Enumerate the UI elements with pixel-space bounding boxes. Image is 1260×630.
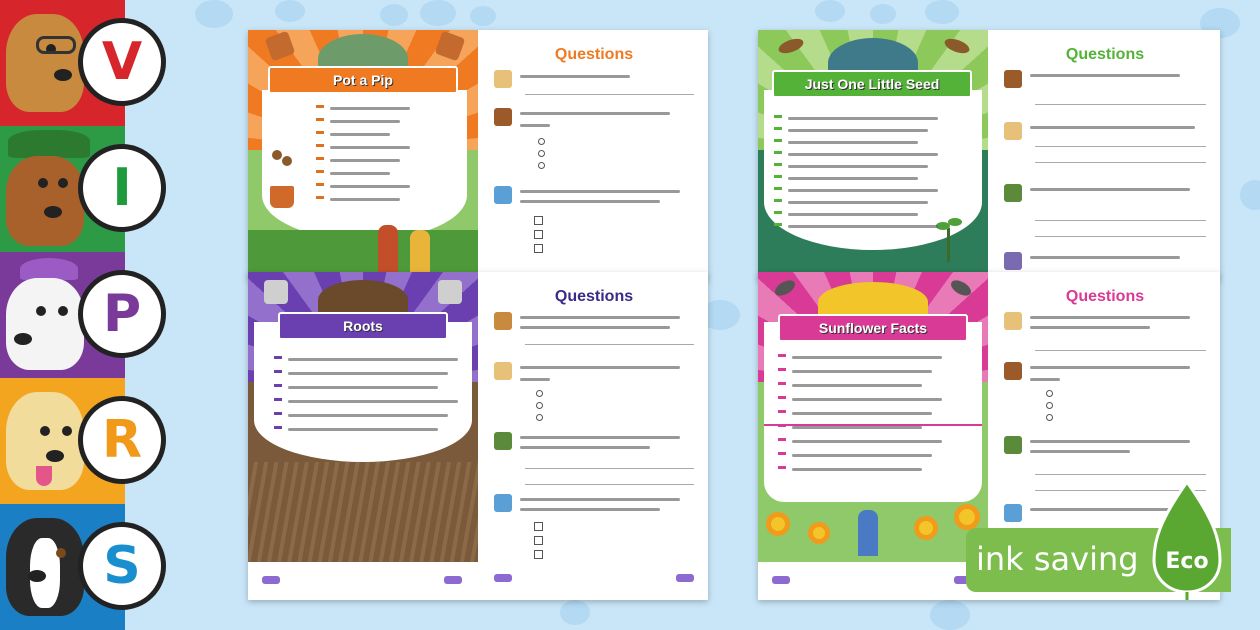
root-vegetable-icon [438,280,462,304]
story-text-line [788,177,918,180]
question-text [1030,440,1190,443]
potted-flower-icon [268,150,294,210]
title-banner: Sunflower Facts [778,314,968,342]
story-text-line [788,129,928,132]
question-character-icon [494,362,512,380]
line-number [778,382,786,385]
question-text [520,75,630,78]
question-text [520,498,680,501]
line-number [778,354,786,357]
line-number [778,438,786,441]
worksheet-pot-a-pip [248,30,708,280]
story-text-line [330,172,390,175]
story-text-line [288,386,438,389]
story-text-line [330,107,410,110]
answer-line [1035,220,1206,221]
answer-line [525,94,694,95]
answer-checkbox[interactable] [534,230,543,239]
bloodhound-dog-icon [6,156,84,246]
question-character-icon [494,108,512,126]
story-text-line [288,428,438,431]
question-character-icon [1004,362,1022,380]
story-text-line [788,165,928,168]
question-text [520,200,660,203]
story-text-line [792,356,942,359]
child-figure [858,510,878,556]
line-number [774,151,782,154]
line-number [274,370,282,373]
line-number [778,396,786,399]
answer-radio[interactable] [538,150,545,157]
question-text [520,190,680,193]
question-text [520,508,660,511]
story-text-line [288,358,458,361]
line-number [774,223,782,226]
story-text-line [788,117,938,120]
answer-checkbox[interactable] [534,244,543,253]
publisher-logo [494,574,512,582]
story-text-line [792,468,922,471]
story-text-line [792,426,922,429]
question-character-icon [1004,122,1022,140]
page-footer [248,562,478,600]
answer-checkbox[interactable] [534,536,543,545]
question-text [1030,326,1150,329]
answer-line [1035,236,1206,237]
question-text [1030,316,1190,319]
line-number [774,127,782,130]
story-text-line [788,201,928,204]
question-character-icon [1004,252,1022,270]
line-number [316,118,324,121]
story-text-line [330,159,400,162]
line-number [316,105,324,108]
answer-line [525,484,694,485]
question-text [1030,126,1195,129]
soil-roots [248,462,478,562]
line-number [316,144,324,147]
story-text-line [288,372,448,375]
line-number [274,384,282,387]
answer-line [1035,162,1206,163]
line-number [774,115,782,118]
root-vegetable-icon [264,280,288,304]
question-text [1030,450,1130,453]
line-number [778,368,786,371]
answer-radio[interactable] [1046,390,1053,397]
story-text-line [788,225,938,228]
answer-line [1035,474,1206,475]
line-number [774,199,782,202]
answer-line [525,468,694,469]
story-text-line [788,141,918,144]
question-text [520,316,680,319]
question-character-icon [494,494,512,512]
question-text [1030,188,1190,191]
story-text-line [792,440,942,443]
eco-tag: Eco [1165,549,1209,574]
questions-heading: Questions [554,46,634,63]
question-character-icon [1004,184,1022,202]
story-text-line [792,384,922,387]
line-number [774,175,782,178]
question-character-icon [494,70,512,88]
story-text-line [792,412,932,415]
questions-heading: Questions [1065,46,1145,63]
terrier-dog-icon [6,14,84,112]
child-figure [378,225,398,275]
question-text [520,436,680,439]
answer-checkbox[interactable] [534,550,543,559]
story-text-line [330,198,400,201]
title-banner: Just One Little Seed [772,70,972,98]
line-number [274,426,282,429]
page-footer [758,562,988,600]
answer-radio[interactable] [538,162,545,169]
question-text [1030,378,1060,381]
question-text [520,446,650,449]
question-text [520,112,670,115]
story-page [248,30,478,280]
line-number [316,131,324,134]
answer-radio[interactable] [1046,414,1053,421]
line-number [774,139,782,142]
sapling-icon [936,218,960,262]
line-number [274,356,282,359]
questions-heading: Questions [554,288,634,305]
question-text [1030,256,1180,259]
detective-hat-icon [8,130,90,158]
line-number [778,466,786,469]
line-number [274,398,282,401]
answer-radio[interactable] [538,138,545,145]
worksheet-roots [248,272,708,600]
white-dog-icon [6,278,84,370]
eco-leaf-icon [1150,480,1224,600]
ink-saving-label: ink saving [976,540,1139,578]
answer-line [525,344,694,345]
question-text [520,326,670,329]
question-character-icon [1004,70,1022,88]
question-character-icon [494,312,512,330]
story-text-line [330,120,400,123]
text-bubble [254,322,472,462]
line-number [774,211,782,214]
sunflower-row [758,502,988,562]
answer-line [1035,146,1206,147]
questions-page [990,30,1220,280]
vipers-letter-r: R [78,396,166,484]
questions-page [480,272,708,600]
vipers-letter-p: P [78,270,166,358]
line-number [778,410,786,413]
title-banner: Pot a Pip [268,66,458,94]
collie-dog-icon [6,518,84,616]
answer-radio[interactable] [536,390,543,397]
story-text-line [330,146,410,149]
story-page [758,30,988,280]
question-character-icon [1004,436,1022,454]
answer-radio[interactable] [536,414,543,421]
vipers-letter-v: V [78,18,166,106]
question-character-icon [1004,504,1022,522]
story-text-line [288,414,448,417]
question-character-icon [494,432,512,450]
vipers-strip [0,0,143,630]
question-text [520,378,550,381]
labrador-dog-icon [6,392,84,490]
story-page [248,272,478,600]
story-text-line [330,133,390,136]
line-number [316,183,324,186]
question-text [1030,74,1180,77]
story-text-line [788,153,938,156]
story-text-line [788,189,938,192]
line-number [778,452,786,455]
line-number [778,424,786,427]
answer-checkbox[interactable] [534,522,543,531]
question-text [520,366,680,369]
worksheet-little-seed [758,30,1220,280]
line-number [316,157,324,160]
questions-page [480,30,708,280]
title-banner: Roots [278,312,448,340]
answer-radio[interactable] [536,402,543,409]
turban-icon [20,258,78,280]
questions-heading: Questions [1065,288,1145,305]
answer-line [1035,104,1206,105]
vipers-letter-s: S [78,522,166,610]
answer-radio[interactable] [1046,402,1053,409]
publisher-logo [676,574,694,582]
question-text [1030,366,1190,369]
story-text-line [788,213,918,216]
story-text-line [792,370,932,373]
line-number [774,187,782,190]
vipers-letter-i: I [78,144,166,232]
question-text [520,124,550,127]
story-page [758,272,988,600]
answer-checkbox[interactable] [534,216,543,225]
line-number [316,196,324,199]
line-number [774,163,782,166]
line-number [316,170,324,173]
answer-line [1035,350,1206,351]
story-text-line [792,454,932,457]
story-text-line [288,400,458,403]
story-text-line [792,398,942,401]
question-character-icon [494,186,512,204]
child-figure [410,230,430,275]
question-character-icon [1004,312,1022,330]
line-number [274,412,282,415]
story-text-line [330,185,410,188]
